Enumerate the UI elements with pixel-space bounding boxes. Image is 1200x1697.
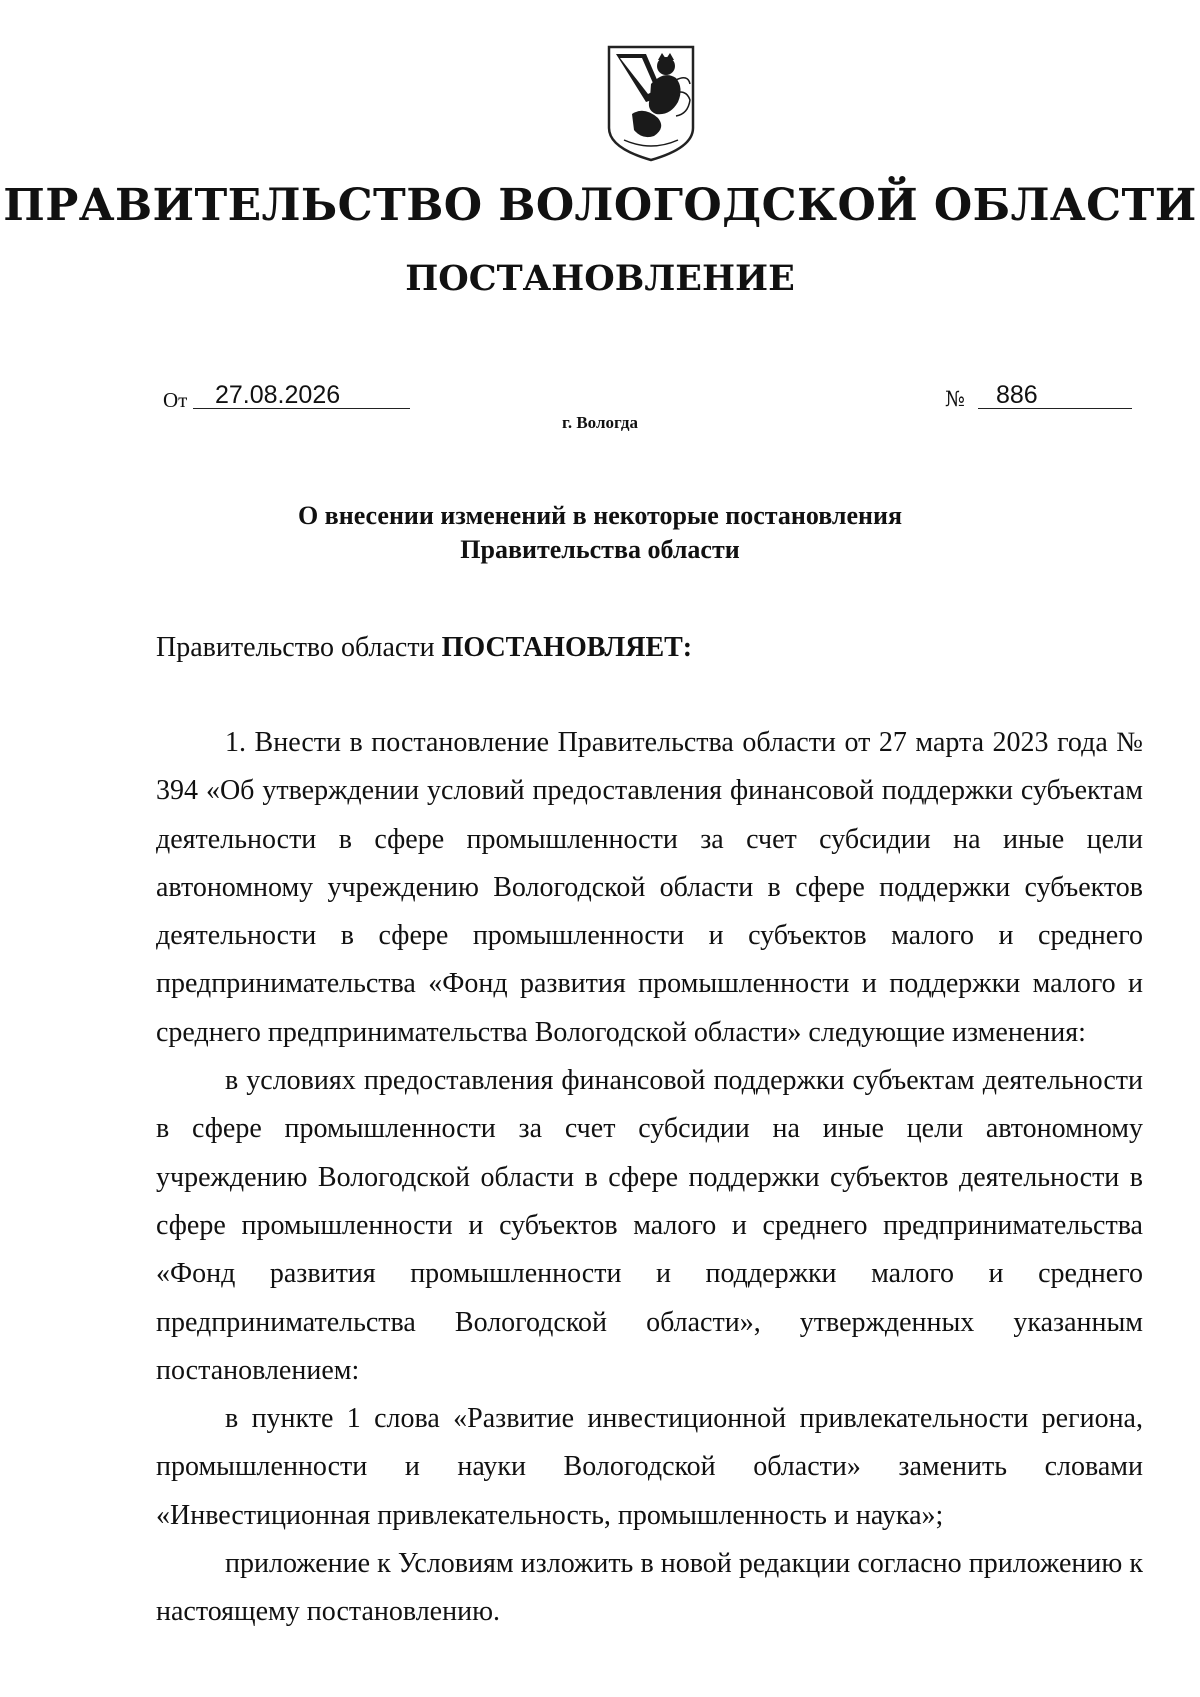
document-body: [156, 719, 1143, 1637]
coat-of-arms-emblem: [606, 44, 696, 162]
document-number: 886: [996, 381, 1038, 409]
government-name: ПРАВИТЕЛЬСТВО ВОЛОГОДСКОЙ ОБЛАСТИ: [3, 180, 1197, 231]
date-prefix: От: [163, 388, 188, 412]
preamble-text: Правительство области: [156, 632, 435, 663]
preamble: [156, 632, 692, 664]
subject-line-2: Правительства области: [460, 535, 740, 564]
city-name: г. Вологда: [562, 413, 638, 432]
number-prefix: №: [945, 387, 965, 411]
body-paragraph-3: в пункте 1 слова «Развитие инвестиционной привлекательности региона, промышленности и науки Вологодской области» заменить словами «Инвестиционная привлекательность, промышленность и наука»;: [156, 1403, 1143, 1531]
body-paragraph-4: приложение к Условиям изложить в новой редакции согласно приложению к настоящему постановлению.: [156, 1548, 1143, 1628]
document-date: 27.08.2026: [215, 381, 341, 409]
preamble-verb: ПОСТАНОВЛЯЕТ:: [441, 632, 693, 663]
body-paragraph-2: в условиях предоставления финансовой поддержки субъектам деятельности в сфере промышленности за счет субсидии на иные цели автономному учреждению Вологодской области в сфере поддержки субъектов деятельности в сфере промышленности и субъектов малого и среднего предпринимательства «Фонд развития промышленности и поддержки малого и среднего предпринимательства Вологодской области», утвержденных указанным постановлением:: [156, 1065, 1143, 1386]
document-subject: [200, 499, 1000, 567]
document-type: ПОСТАНОВЛЕНИЕ: [405, 258, 795, 299]
subject-line-1: О внесении изменений в некоторые постановления: [297, 501, 903, 530]
body-paragraph-1: 1. Внести в постановление Правительства области от 27 марта 2023 года № 394 «Об утверждении условий предоставления финансовой поддержки субъектам деятельности в сфере промышленности за счет субсидии на иные цели автономному учреждению Вологодской области в сфере поддержки субъектов деятельности в сфере промышленности и субъектов малого и среднего предпринимательства «Фонд развития промышленности и поддержки малого и среднего предпринимательства Вологодской области» следующие изменения:: [156, 727, 1143, 1048]
